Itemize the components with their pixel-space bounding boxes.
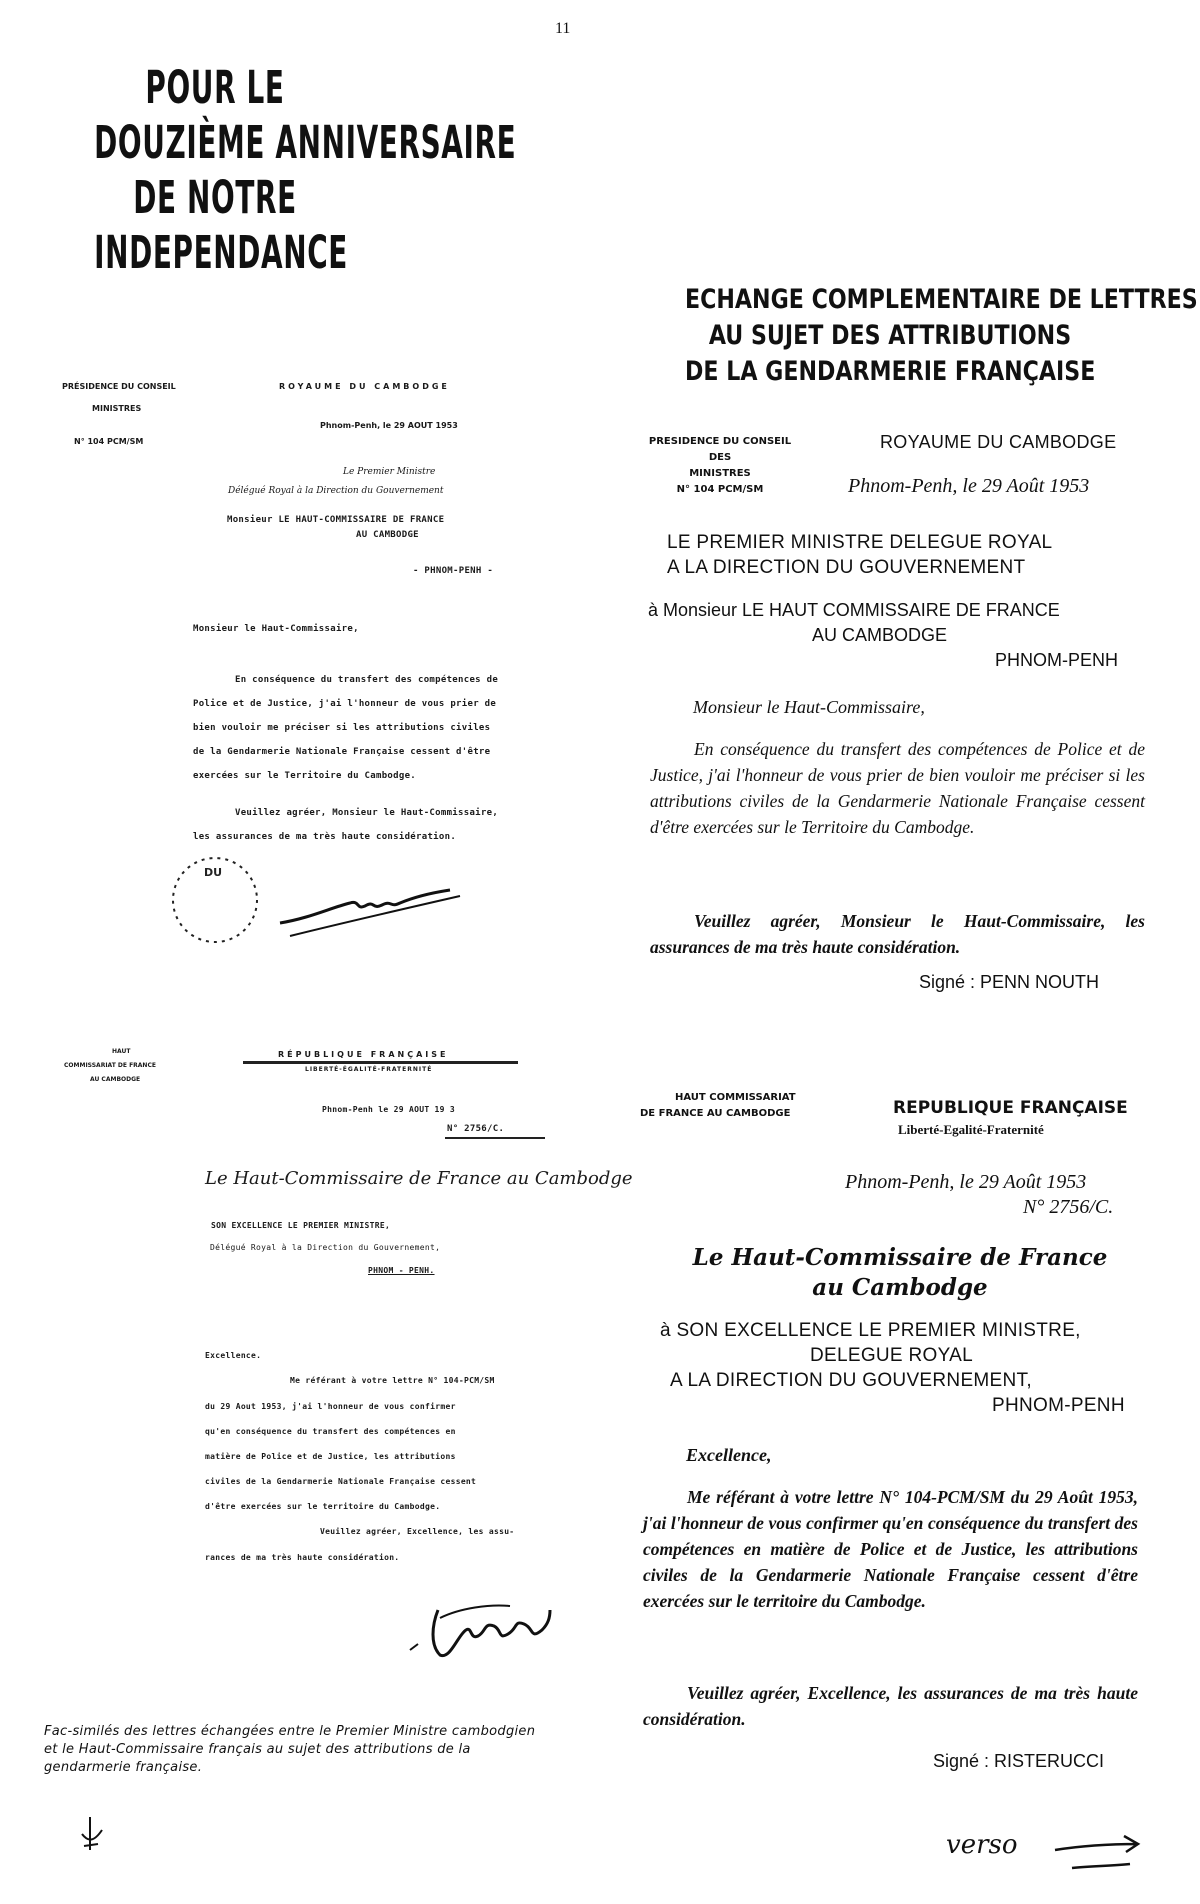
page-number: 11: [555, 20, 571, 37]
r2-header-line: HAUT COMMISSARIAT: [675, 1092, 796, 1103]
fac1-body-line: de la Gendarmerie Nationale Française cessent d'être: [193, 747, 491, 757]
fac2-header-line: HAUT: [112, 1048, 131, 1055]
r1-signature: Signé : PENN NOUTH: [919, 972, 1100, 992]
r1-paragraph: En conséquence du transfert des compétences de Police et de Justice, j'ai l'honneur de vous prier de bien vouloir me préciser si les attributions civiles de la Gendarmerie Nationale Française cessent d'être exercées sur le Territoire du Cambodge.: [650, 739, 1145, 837]
section-title: [685, 282, 1198, 390]
fac1-author-line: Délégué Royal à la Direction du Gouvernement: [228, 486, 444, 496]
r1-recipient: à Monsieur LE HAUT COMMISSAIRE DE FRANCE: [648, 600, 1060, 620]
r2-left-header: [640, 1090, 840, 1122]
fac2-recipient-line: PHNOM - PENH.: [368, 1266, 435, 1275]
r1-header-line: DES: [708, 452, 732, 463]
r1-header-line: N° 104 PCM/SM: [676, 484, 764, 495]
fac2-number: N° 2756/C.: [447, 1124, 505, 1134]
fac1-body-line: Police et de Justice, j'ai l'honneur de vous prier de: [193, 699, 497, 709]
fac1-body-line: exercées sur le Territoire du Cambodge.: [193, 771, 417, 781]
r2-recipient: A LA DIRECTION DU GOUVERNEMENT,: [670, 1370, 1032, 1391]
fac1-header-line: N° 104 PCM/SM: [74, 437, 144, 446]
r2-recipient-city: PHNOM-PENH: [992, 1395, 1125, 1416]
r1-author-line: A LA DIRECTION DU GOUVERNEMENT: [667, 557, 1026, 578]
r2-paragraph: Me référant à votre lettre N° 104-PCM/SM du 29 Août 1953, j'ai l'honneur de vous confirmer qu'en conséquence du transfert des compétences en matière de Police et de Justice, les attributions civiles de la Gendarmerie Nationale Française cessent d'être exercées sur le territoire du Cambodge.: [643, 1487, 1138, 1611]
main-title-line: INDEPENDANCE: [94, 226, 348, 279]
r2-place-date: Phnom-Penh, le 29 Août 1953: [845, 1171, 1087, 1193]
fac2-salutation: Excellence.: [205, 1351, 262, 1360]
fac2-body-line: Me référant à votre lettre N° 104-PCM/SM: [290, 1376, 495, 1385]
r1-salutation: Monsieur le Haut-Commissaire,: [693, 697, 925, 717]
main-title-line: POUR LE: [145, 61, 285, 114]
r2-author: [660, 1243, 1140, 1303]
r1-recipient: AU CAMBODGE: [812, 625, 948, 645]
fac2-header-line: COMMISSARIAT DE FRANCE: [64, 1062, 156, 1069]
r2-paragraph: Veuillez agréer, Excellence, les assurances de ma très haute considération.: [643, 1683, 1138, 1729]
fac2-rule: [243, 1061, 518, 1064]
fac2-recipient-line: SON EXCELLENCE LE PREMIER MINISTRE,: [211, 1221, 391, 1230]
r2-author-line: au Cambodge: [812, 1274, 988, 1301]
fac1-header-line: PRÉSIDENCE DU CONSEIL: [62, 382, 176, 391]
r1-kingdom: ROYAUME DU CAMBODGE: [880, 432, 1117, 452]
r2-recipient: à SON EXCELLENCE LE PREMIER MINISTRE,: [660, 1320, 1081, 1341]
arrow-right-icon: [1050, 1828, 1145, 1876]
fac1-body-line: les assurances de ma très haute considération.: [193, 832, 457, 842]
fac1-recipient-line: AU CAMBODGE: [356, 530, 419, 540]
fac1-salutation: Monsieur le Haut-Commissaire,: [193, 624, 359, 634]
main-title-line: DE NOTRE: [133, 171, 297, 224]
r2-recipient: DELEGUE ROYAL: [810, 1345, 973, 1366]
fac2-motto: LIBERTÉ-ÉGALITÉ-FRATERNITÉ: [305, 1066, 433, 1073]
fac2-body-line: du 29 Aout 1953, j'ai l'honneur de vous confirmer: [205, 1402, 456, 1411]
signature-icon: [400, 1590, 570, 1665]
fac2-body-line: d'être exercées sur le territoire du Cambodge.: [205, 1502, 441, 1511]
r2-salutation: Excellence,: [686, 1445, 772, 1465]
fac2-republic: RÉPUBLIQUE FRANÇAISE: [278, 1050, 449, 1059]
r2-signature: Signé : RISTERUCCI: [933, 1751, 1105, 1771]
seal-text: DU: [204, 866, 223, 879]
r1-header-line: PRESIDENCE DU CONSEIL: [648, 436, 792, 447]
r2-number: N° 2756/C.: [1023, 1196, 1114, 1218]
r2-header-line: DE FRANCE AU CAMBODGE: [640, 1108, 791, 1119]
fac1-body-line: En conséquence du transfert des compétences de: [235, 675, 499, 685]
fac2-header-line: AU CAMBODGE: [90, 1076, 141, 1083]
fac2-body-line: civiles de la Gendarmerie Nationale Française cessent: [205, 1477, 477, 1486]
section-title-line: AU SUJET DES ATTRIBUTIONS: [708, 320, 1072, 351]
r2-motto: Liberté-Egalité-Fraternité: [898, 1122, 1044, 1137]
section-title-line: ECHANGE COMPLEMENTAIRE DE LETTRES: [685, 284, 1198, 315]
verso-note: verso: [946, 1830, 1018, 1860]
facsimile-caption: Fac-similés des lettres échangées entre le Premier Ministre cambodgien et le Haut-Commissaire français au sujet des attributions de la gendarmerie française.: [44, 1724, 536, 1775]
fac2-place-date: Phnom-Penh le 29 AOUT 19 3: [322, 1105, 456, 1114]
fac2-recipient-line: Délégué Royal à la Direction du Gouvernement,: [210, 1243, 441, 1252]
r1-recipient-city: PHNOM-PENH: [995, 650, 1119, 670]
fac1-city: - PHNOM-PENH -: [413, 566, 494, 576]
fac2-body-line: rances de ma très haute considération.: [205, 1553, 400, 1562]
seal-and-signature-icon: [160, 848, 490, 968]
fac2-body-line: qu'en conséquence du transfert des compétences en: [205, 1427, 456, 1436]
fac2-body-line: Veuillez agréer, Excellence, les assu-: [320, 1527, 515, 1536]
r1-author-line: LE PREMIER MINISTRE DELEGUE ROYAL: [667, 532, 1053, 553]
fac2-number-rule: [445, 1137, 545, 1139]
fac1-place-date: Phnom-Penh, le 29 AOUT 1953: [320, 421, 458, 430]
handwritten-mark-icon: [78, 1812, 108, 1857]
fac2-author: Le Haut-Commissaire de France au Cambodge: [205, 1168, 633, 1189]
fac1-kingdom: ROYAUME DU CAMBODGE: [279, 382, 450, 391]
r1-header-line: MINISTRES: [689, 468, 751, 479]
section-title-line: DE LA GENDARMERIE FRANÇAISE: [685, 356, 1096, 387]
fac1-body-line: bien vouloir me préciser si les attributions civiles: [193, 723, 491, 733]
r1-paragraph: Veuillez agréer, Monsieur le Haut-Commissaire, les assurances de ma très haute considération.: [650, 911, 1145, 957]
r1-left-header: [640, 434, 800, 498]
r1-place-date: Phnom-Penh, le 29 Août 1953: [848, 475, 1090, 497]
r2-author-line: Le Haut-Commissaire de France: [692, 1244, 1108, 1271]
facsimile-letter-1: [0, 0, 600, 1000]
fac1-recipient-line: Monsieur LE HAUT-COMMISSAIRE DE FRANCE: [227, 515, 445, 525]
main-title-line: DOUZIÈME ANNIVERSAIRE: [94, 116, 517, 169]
fac1-header-line: MINISTRES: [92, 404, 142, 413]
facsimile-letter-2: [0, 1000, 633, 1680]
fac2-body-line: matière de Police et de Justice, les attributions: [205, 1452, 456, 1461]
fac1-author-line: Le Premier Ministre: [343, 467, 436, 477]
r2-republic: REPUBLIQUE FRANÇAISE: [893, 1098, 1128, 1118]
fac1-body-line: Veuillez agréer, Monsieur le Haut-Commissaire,: [235, 808, 499, 818]
